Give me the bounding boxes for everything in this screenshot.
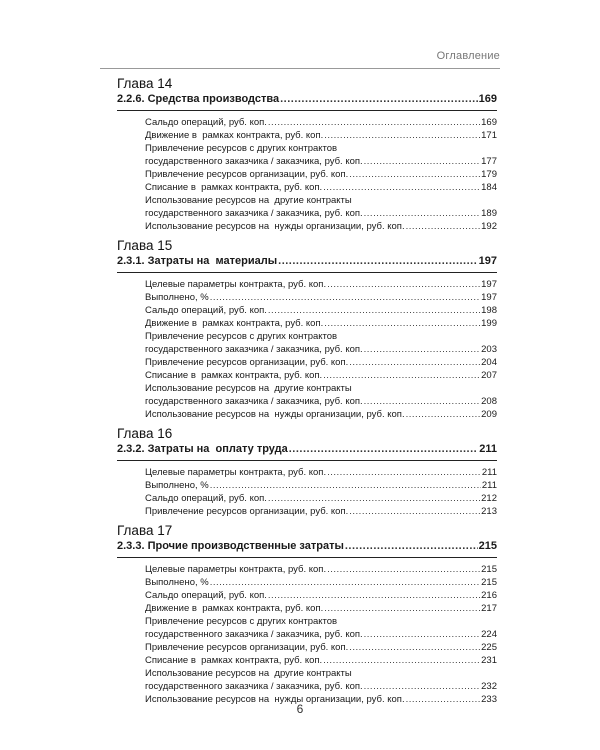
entry-title: Выполнено, % xyxy=(145,292,209,303)
dot-leader xyxy=(210,479,481,492)
header-divider xyxy=(100,68,500,69)
entry-title: государственного заказчика / заказчика, руб. коп. xyxy=(145,396,363,407)
entry-page-number: 233 xyxy=(481,694,497,705)
entry-title: государственного заказчика / заказчика, руб. коп. xyxy=(145,344,363,355)
toc-entry[interactable] xyxy=(145,330,497,343)
entry-page-number: 197 xyxy=(481,292,497,303)
toc-entry[interactable] xyxy=(145,168,497,181)
dot-leader xyxy=(349,356,480,369)
entry-title: Сальдо операций, руб. коп. xyxy=(145,493,267,504)
section-page-number: 215 xyxy=(478,540,497,552)
toc-entry[interactable] xyxy=(145,207,497,220)
dot-leader xyxy=(268,304,480,317)
toc-entry[interactable] xyxy=(145,129,497,142)
entry-page-number: 212 xyxy=(481,493,497,504)
entry-page-number: 208 xyxy=(481,396,497,407)
dot-leader xyxy=(323,181,480,194)
table-of-contents xyxy=(117,76,497,711)
toc-entry[interactable] xyxy=(145,317,497,330)
dot-leader xyxy=(364,395,480,408)
toc-entry[interactable] xyxy=(145,408,497,421)
toc-entry[interactable] xyxy=(145,667,497,680)
entry-title: Использование ресурсов на нужды организации, руб. коп. xyxy=(145,694,405,705)
entry-page-number: 215 xyxy=(481,577,497,588)
dot-leader xyxy=(364,207,480,220)
toc-entry[interactable] xyxy=(145,194,497,207)
section-page-number: 211 xyxy=(479,443,497,455)
toc-entry[interactable] xyxy=(145,628,497,641)
dot-leader xyxy=(324,602,480,615)
chapter-heading: Глава 16 xyxy=(117,426,173,441)
dot-leader xyxy=(324,317,480,330)
toc-entry[interactable] xyxy=(145,356,497,369)
section-number: 2.3.3. xyxy=(117,540,145,552)
entry-page-number: 204 xyxy=(481,357,497,368)
entry-title: Привлечение ресурсов организации, руб. коп. xyxy=(145,169,349,180)
dot-leader xyxy=(327,563,480,576)
toc-entry[interactable] xyxy=(145,395,497,408)
section-title: Средства производства xyxy=(147,93,280,105)
entry-page-number: 211 xyxy=(481,480,497,491)
dot-leader xyxy=(364,155,480,168)
entry-title: Сальдо операций, руб. коп. xyxy=(145,117,267,128)
section-page-number: 197 xyxy=(478,255,497,267)
toc-entry[interactable] xyxy=(145,181,497,194)
entry-page-number: 198 xyxy=(481,305,497,316)
dot-leader xyxy=(364,680,480,693)
section-title: Затраты на оплату труда xyxy=(147,443,288,455)
entry-page-number: 184 xyxy=(481,182,497,193)
toc-entry[interactable] xyxy=(145,589,497,602)
entry-page-number: 225 xyxy=(481,642,497,653)
dot-leader xyxy=(268,116,480,129)
dot-leader xyxy=(327,466,481,479)
entry-page-number: 207 xyxy=(481,370,497,381)
entry-title: Целевые параметры контракта, руб. коп. xyxy=(145,279,327,290)
toc-entry[interactable] xyxy=(145,369,497,382)
section-title: Затраты на материалы xyxy=(147,255,278,267)
entry-page-number: 179 xyxy=(481,169,497,180)
entry-title: государственного заказчика / заказчика, руб. коп. xyxy=(145,208,363,219)
entry-page-number: 231 xyxy=(481,655,497,666)
entry-title: Списание в рамках контракта, руб. коп. xyxy=(145,370,323,381)
toc-section-link[interactable] xyxy=(117,254,497,273)
entry-page-number: 216 xyxy=(481,590,497,601)
toc-entry[interactable] xyxy=(145,142,497,155)
entry-page-number: 197 xyxy=(481,279,497,290)
entry-title: Привлечение ресурсов организации, руб. коп. xyxy=(145,506,349,517)
dot-leader xyxy=(364,628,480,641)
entry-page-number: 189 xyxy=(481,208,497,219)
entry-page-number: 215 xyxy=(481,564,497,575)
chapter-heading: Глава 17 xyxy=(117,523,173,538)
entry-page-number: 169 xyxy=(481,117,497,128)
dot-leader xyxy=(349,641,480,654)
entry-page-number: 177 xyxy=(481,156,497,167)
toc-chapter xyxy=(117,76,497,238)
entry-title: государственного заказчика / заказчика, руб. коп. xyxy=(145,681,363,692)
entry-title: Сальдо операций, руб. коп. xyxy=(145,305,267,316)
entry-title: Движение в рамках контракта, руб. коп. xyxy=(145,603,324,614)
toc-entry[interactable] xyxy=(145,382,497,395)
toc-entry[interactable] xyxy=(145,654,497,667)
entry-page-number: 232 xyxy=(481,681,497,692)
dot-leader xyxy=(268,492,480,505)
toc-entry[interactable] xyxy=(145,563,497,576)
toc-section-link[interactable] xyxy=(117,92,497,111)
running-header: Оглавление xyxy=(436,50,500,62)
entry-title: Движение в рамках контракта, руб. коп. xyxy=(145,318,324,329)
dot-leader xyxy=(280,92,478,107)
dot-leader xyxy=(289,442,479,457)
toc-entry[interactable] xyxy=(145,466,497,479)
dot-leader xyxy=(323,654,480,667)
toc-chapter xyxy=(117,523,497,711)
dot-leader xyxy=(327,278,480,291)
toc-entry[interactable] xyxy=(145,291,497,304)
toc-entry[interactable] xyxy=(145,576,497,589)
entry-title: Списание в рамках контракта, руб. коп. xyxy=(145,182,323,193)
entry-title: Сальдо операций, руб. коп. xyxy=(145,590,267,601)
chapter-heading: Глава 14 xyxy=(117,76,173,91)
toc-entry[interactable] xyxy=(145,615,497,628)
entry-title: Привлечение ресурсов организации, руб. коп. xyxy=(145,642,349,653)
toc-entry[interactable] xyxy=(145,304,497,317)
dot-leader xyxy=(349,168,480,181)
entry-page-number: 199 xyxy=(481,318,497,329)
section-page-number: 169 xyxy=(478,93,497,105)
entry-page-number: 211 xyxy=(481,467,497,478)
section-number: 2.3.1. xyxy=(117,255,145,267)
toc-entry[interactable] xyxy=(145,343,497,356)
entry-title: Выполнено, % xyxy=(145,480,209,491)
entry-title: Движение в рамках контракта, руб. коп. xyxy=(145,130,324,141)
entry-title: Использование ресурсов на нужды организации, руб. коп. xyxy=(145,409,405,420)
toc-chapter xyxy=(117,238,497,426)
entry-title: Привлечение ресурсов с других контрактов xyxy=(145,143,338,154)
dot-leader xyxy=(406,408,481,421)
entry-page-number: 209 xyxy=(481,409,497,420)
page-number: 6 xyxy=(296,702,304,716)
section-title: Прочие производственные затраты xyxy=(147,540,344,552)
toc-section-link[interactable] xyxy=(117,539,497,558)
section-number: 2.3.2. xyxy=(117,443,145,455)
toc-entry[interactable] xyxy=(145,492,497,505)
entry-page-number: 171 xyxy=(481,130,497,141)
toc-entry[interactable] xyxy=(145,220,497,233)
dot-leader xyxy=(323,369,480,382)
entry-title: Использование ресурсов на другие контракты xyxy=(145,383,352,394)
entry-title: Списание в рамках контракта, руб. коп. xyxy=(145,655,323,666)
entry-title: Использование ресурсов на другие контракты xyxy=(145,195,352,206)
dot-leader xyxy=(210,576,480,589)
entry-title: Выполнено, % xyxy=(145,577,209,588)
chapter-heading: Глава 15 xyxy=(117,238,173,253)
entry-title: Целевые параметры контракта, руб. коп. xyxy=(145,564,327,575)
entry-title: Целевые параметры контракта, руб. коп. xyxy=(145,467,327,478)
toc-chapter xyxy=(117,426,497,523)
toc-entry[interactable] xyxy=(145,155,497,168)
entry-page-number: 203 xyxy=(481,344,497,355)
dot-leader xyxy=(268,589,480,602)
entry-page-number: 217 xyxy=(481,603,497,614)
toc-entry[interactable] xyxy=(145,479,497,492)
entry-page-number: 224 xyxy=(481,629,497,640)
dot-leader xyxy=(364,343,480,356)
toc-section-link[interactable] xyxy=(117,442,497,461)
dot-leader xyxy=(210,291,480,304)
toc-entry[interactable] xyxy=(145,278,497,291)
entry-title: Использование ресурсов на нужды организации, руб. коп. xyxy=(145,221,405,232)
entry-title: государственного заказчика / заказчика, руб. коп. xyxy=(145,629,363,640)
toc-entry[interactable] xyxy=(145,602,497,615)
entry-title: Привлечение ресурсов с других контрактов xyxy=(145,616,338,627)
toc-entry[interactable] xyxy=(145,680,497,693)
toc-entry[interactable] xyxy=(145,641,497,654)
entry-page-number: 192 xyxy=(481,221,497,232)
dot-leader xyxy=(345,539,478,554)
entry-title: Привлечение ресурсов с других контрактов xyxy=(145,331,338,342)
dot-leader xyxy=(278,254,478,269)
entry-page-number: 213 xyxy=(481,506,497,517)
dot-leader xyxy=(349,505,480,518)
dot-leader xyxy=(324,129,480,142)
entry-title: Использование ресурсов на другие контракты xyxy=(145,668,352,679)
entry-title: Привлечение ресурсов организации, руб. коп. xyxy=(145,357,349,368)
toc-entry[interactable] xyxy=(145,505,497,518)
entry-title: государственного заказчика / заказчика, руб. коп. xyxy=(145,156,363,167)
toc-entry[interactable] xyxy=(145,116,497,129)
section-number: 2.2.6. xyxy=(117,93,145,105)
dot-leader xyxy=(406,220,481,233)
